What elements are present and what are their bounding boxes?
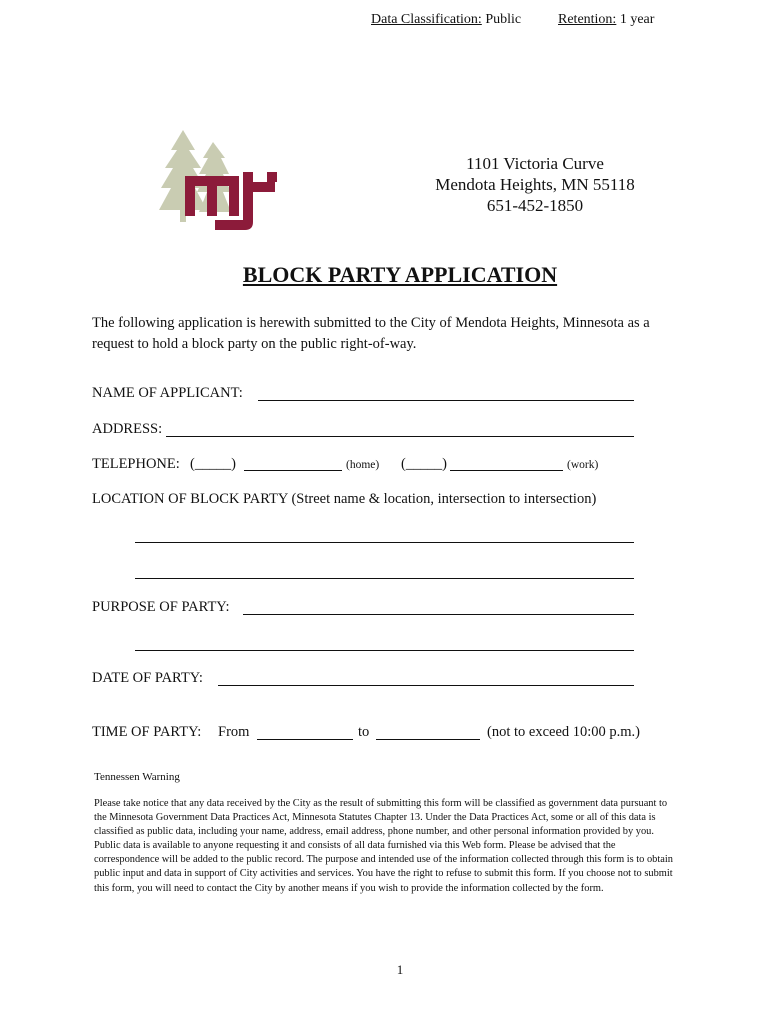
tennessen-body: Please take notice that any data received by the City as the result of submitting this form will be classified as government data pursuant to the Minnesota Government Data Practices Act, Minnesota Statutes Chapter 13. Under the Data Practices Act, some or all of this data is classified as public data, including your name, address, email address, phone number, and other personal information provided by you. Public data is available to anyone requesting it and consists of all data furnished via this Web form. Please be advised that the correspondence will be added to the public record. The purpose and intended use of the information collected through this form is to obtain public input and data in support of City activities and services. You have the right to refuse to submit this form. If you choose not to submit this form, you will need to contact the City by another means if you wish to provide the information collected by the form. bbox=[94, 798, 673, 894]
applicant-input[interactable] bbox=[258, 400, 634, 401]
location-input-line-2[interactable] bbox=[135, 578, 634, 579]
time-to-input[interactable] bbox=[376, 739, 480, 740]
tennessen-title: Tennessen Warning bbox=[94, 771, 180, 783]
work-phone-input[interactable] bbox=[450, 470, 563, 471]
purpose-input-line-1[interactable] bbox=[243, 614, 634, 615]
address-street: 1101 Victoria Curve bbox=[466, 154, 604, 173]
address-city: Mendota Heights, MN 55118 bbox=[435, 175, 635, 194]
mendota-heights-logo-icon bbox=[155, 128, 280, 233]
address-input[interactable] bbox=[166, 436, 634, 437]
home-area-code[interactable]: (_____) bbox=[190, 456, 236, 472]
retention-label: Retention: bbox=[558, 12, 617, 27]
home-phone-input[interactable] bbox=[244, 470, 342, 471]
classification-label: Data Classification: bbox=[371, 12, 482, 27]
purpose-label: PURPOSE OF PARTY: bbox=[92, 599, 230, 615]
work-area-code[interactable]: (_____) bbox=[401, 456, 447, 472]
purpose-input-line-2[interactable] bbox=[135, 650, 634, 651]
time-from-label: From bbox=[218, 724, 250, 740]
page-title: BLOCK PARTY APPLICATION bbox=[242, 262, 558, 287]
page-number: 1 bbox=[396, 962, 404, 977]
address-phone: 651-452-1850 bbox=[486, 196, 584, 215]
time-note: (not to exceed 10:00 p.m.) bbox=[487, 724, 641, 740]
data-classification bbox=[371, 12, 521, 28]
applicant-label: NAME OF APPLICANT: bbox=[92, 385, 243, 401]
retention-value: 1 year bbox=[619, 12, 655, 27]
telephone-label: TELEPHONE: bbox=[92, 456, 180, 472]
work-label: (work) bbox=[567, 459, 599, 471]
location-input-line-1[interactable] bbox=[135, 542, 634, 543]
address-label: ADDRESS: bbox=[92, 421, 163, 437]
time-to-label: to bbox=[358, 724, 370, 740]
time-label: TIME OF PARTY: bbox=[92, 724, 202, 740]
time-from-input[interactable] bbox=[257, 739, 353, 740]
classification-value: Public bbox=[485, 12, 522, 27]
retention bbox=[558, 12, 654, 28]
date-label: DATE OF PARTY: bbox=[92, 670, 203, 686]
location-label: LOCATION OF BLOCK PARTY (Street name & location, intersection to intersection) bbox=[92, 491, 597, 507]
home-label: (home) bbox=[346, 459, 380, 471]
intro-paragraph: The following application is herewith submitted to the City of Mendota Heights, Minnesota as a request to hold a block party on the public right-of-way. bbox=[92, 315, 650, 352]
date-input[interactable] bbox=[218, 685, 634, 686]
